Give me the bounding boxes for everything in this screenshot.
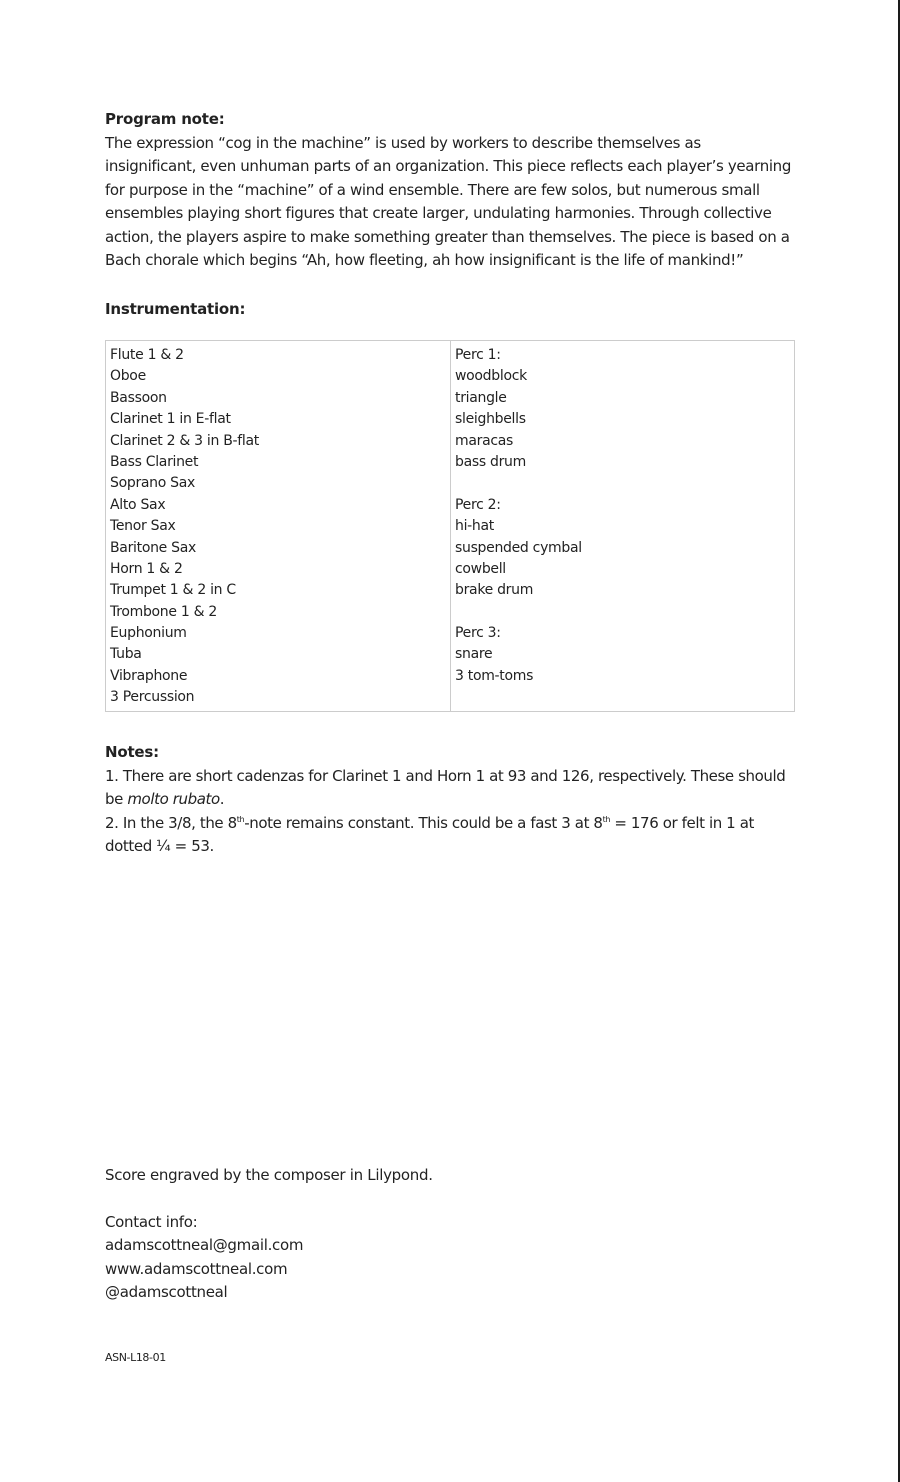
contact-handle: @adamscottneal	[105, 1283, 228, 1301]
contact-label: Contact info:	[105, 1212, 198, 1231]
percussion-item: bass drum	[455, 453, 526, 470]
note-1	[105, 765, 795, 812]
percussion-item: sleighbells	[455, 411, 526, 428]
percussion-item: 3 tom-toms	[455, 667, 534, 684]
percussion-item: cowbell	[455, 560, 506, 577]
instrument-item: Tuba	[110, 646, 142, 663]
instrumentation-heading: Instrumentation:	[105, 299, 246, 318]
front-matter	[105, 108, 795, 859]
percussion-item: Perc 3:	[455, 625, 501, 642]
notes-heading: Notes:	[105, 743, 159, 761]
program-note-heading: Program note:	[105, 110, 225, 128]
note-2-superscript-2: th	[602, 814, 610, 824]
percussion-item	[455, 473, 790, 494]
percussion-item: Perc 1:	[455, 347, 501, 363]
note-2-part-c: = 176 or felt in 1 at dotted ¼ = 53.	[105, 813, 754, 855]
instrument-item: Alto Sax	[110, 496, 166, 513]
percussion-item: snare	[455, 646, 493, 663]
instrument-item: 3 Percussion	[110, 689, 195, 706]
percussion-item: maracas	[455, 432, 514, 449]
instrument-item: Trombone 1 & 2	[110, 603, 217, 620]
instrument-item: Oboe	[110, 368, 146, 385]
contact-website: www.adamscottneal.com	[105, 1259, 288, 1278]
instrument-item: Flute 1 & 2	[110, 347, 184, 363]
notes-section	[105, 741, 795, 859]
instrument-item: Horn 1 & 2	[110, 560, 183, 577]
instrument-item: Soprano Sax	[110, 475, 196, 492]
percussion-item: brake drum	[455, 582, 534, 599]
percussion-list	[451, 341, 794, 711]
instrument-item: Trumpet 1 & 2 in C	[110, 582, 236, 599]
percussion-item: woodblock	[455, 368, 527, 385]
percussion-item: triangle	[455, 389, 507, 406]
note-1-text: 1. There are short cadenzas for Clarinet 1 and Horn 1 at 93 and 126, respectively. These should be	[105, 766, 786, 808]
note-2-part-b: -note remains constant. This could be a fast 3 at 8	[244, 813, 603, 832]
instrument-item: Baritone Sax	[110, 539, 196, 556]
percussion-item: hi-hat	[455, 518, 494, 535]
percussion-item: Perc 2:	[455, 496, 501, 513]
note-1-italic: molto rubato	[127, 790, 220, 808]
percussion-item: suspended cymbal	[455, 539, 582, 556]
program-note-text: The expression “cog in the machine” is used by workers to describe themselves as insignificant, even unhuman parts of an organization. This piece reflects each player’s yearning for purpose in the “machine” of a wind ensemble. There are few solos, but numerous small ensembles playing short figures that create larger, undulating harmonies. Through collective action, the players aspire to make something greater than themselves. The piece is based on a Bach chorale which begins “Ah, how fleeting, ah how insignificant is the life of mankind!”	[105, 133, 792, 269]
instrument-item: Vibraphone	[110, 667, 188, 684]
engraving-credit: Score engraved by the composer in Lilypond.	[105, 1166, 433, 1184]
percussion-item	[455, 602, 790, 623]
instrument-item: Bass Clarinet	[110, 453, 199, 470]
instrument-item: Tenor Sax	[110, 518, 176, 535]
note-2-superscript-1: th	[236, 814, 245, 824]
instrument-item: Euphonium	[110, 625, 187, 642]
instrument-item: Clarinet 1 in E-flat	[110, 411, 231, 428]
footer-info	[105, 1164, 795, 1305]
instrumentation-table	[105, 340, 795, 712]
instrument-item: Bassoon	[110, 389, 167, 406]
note-2-part-a: 2. In the 3/8, the 8	[105, 813, 237, 832]
instrument-list	[106, 341, 451, 711]
note-2	[105, 812, 795, 859]
contact-email: adamscottneal@gmail.com	[105, 1236, 304, 1254]
catalog-number: ASN-L18-01	[105, 1351, 166, 1364]
note-1-end: .	[219, 790, 225, 808]
instrument-item: Clarinet 2 & 3 in B-flat	[110, 432, 259, 449]
